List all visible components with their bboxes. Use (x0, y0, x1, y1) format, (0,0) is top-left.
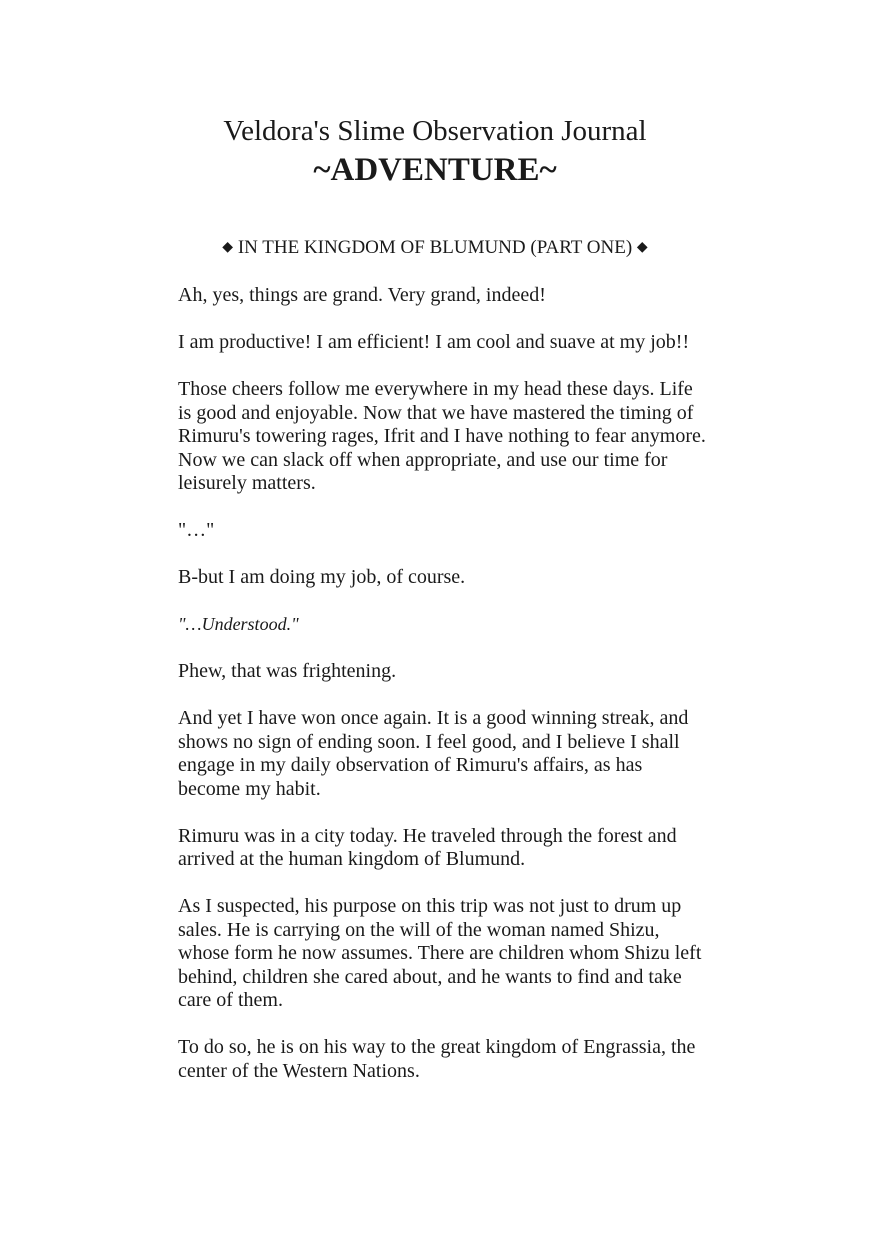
section-heading (0, 236, 870, 262)
body-text (178, 284, 708, 1107)
paragraph: And yet I have won once again. It is a good winning streak, and shows no sign of ending soon. I feel good, and I believe I shall engage in my daily observation of Rimuru's affairs, as has become my habit. (178, 707, 689, 800)
diamond-left-icon: ◆ (222, 240, 234, 255)
paragraph: Those cheers follow me everywhere in my head these days. Life is good and enjoyable. Now that we have mastered the timing of Rimuru's towering rages, Ifrit and I have nothing to fear anymore. Now we can slack off when appropriate, and use our time for leisurely matters. (178, 378, 706, 494)
paragraph: "…" (178, 519, 215, 541)
journal-title: Veldora's Slime Observation Journal (223, 115, 647, 147)
paragraph: Phew, that was frightening. (178, 660, 397, 682)
journal-subtitle: ~ADVENTURE~ (313, 152, 557, 188)
paragraph: As I suspected, his purpose on this trip was not just to drum up sales. He is carrying on the will of the woman named Shizu, whose form he now assumes. There are children whom Shizu left behind, children she cared about, and he wants to find and take care of them. (178, 895, 702, 1011)
paragraph: B-but I am doing my job, of course. (178, 566, 466, 588)
paragraph: Rimuru was in a city today. He traveled through the forest and arrived at the human kingdom of Blumund. (178, 824, 677, 870)
paragraph: To do so, he is on his way to the great kingdom of Engrassia, the center of the Western Nations. (178, 1036, 696, 1082)
paragraph: Ah, yes, things are grand. Very grand, indeed! (178, 284, 546, 306)
section-heading-text: IN THE KINGDOM OF BLUMUND (PART ONE) (237, 237, 633, 258)
diamond-right-icon: ◆ (636, 240, 648, 255)
title-block (0, 112, 870, 190)
italic-paragraph: "…Understood." (178, 614, 299, 634)
paragraph: I am productive! I am efficient! I am cool and suave at my job!! (178, 331, 690, 353)
